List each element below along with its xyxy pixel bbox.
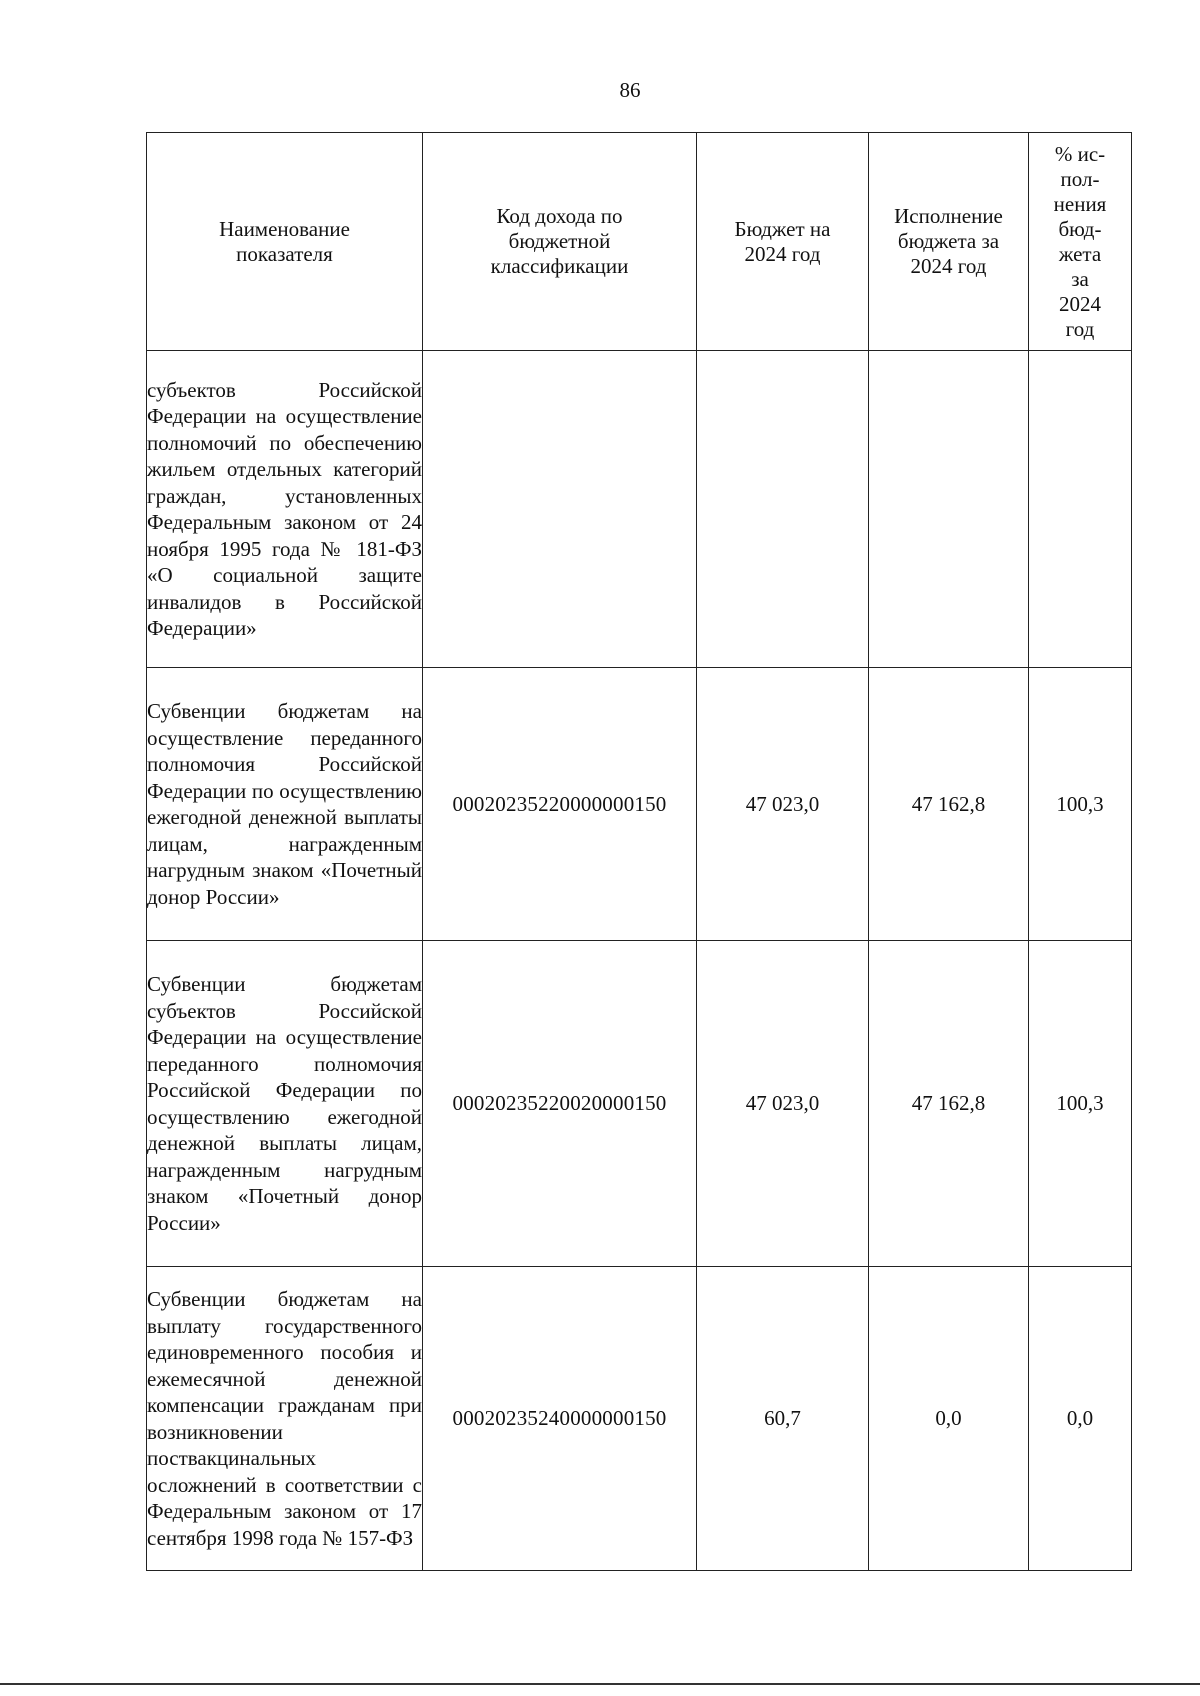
row-code [423, 351, 697, 668]
header-budget: Бюджет на 2024 год [697, 133, 869, 351]
row-code: 00020235220020000150 [423, 941, 697, 1267]
row-percent [1029, 351, 1132, 668]
row-name: Субвенции бюджетам на осуществление переданного полномочия Российской Федерации по осуществлению ежегодной денежной выплаты лицам, награжденным нагрудным знаком «Почетный донор России» [147, 668, 423, 941]
row-execution: 47 162,8 [869, 941, 1029, 1267]
budget-table [146, 132, 1132, 1571]
table-row [147, 941, 1132, 1267]
row-execution: 47 162,8 [869, 668, 1029, 941]
row-name: Субвенции бюджетам субъектов Российской Федерации на осуществление переданного полномочия Российской Федерации по осуществлению ежегодной денежной выплаты лицам, награжденным нагрудным знаком «Почетный донор России» [147, 941, 423, 1267]
header-percent: % ис-пол-нения бюд-жета за 2024 год [1029, 133, 1132, 351]
row-execution [869, 351, 1029, 668]
row-code: 00020235220000000150 [423, 668, 697, 941]
header-name: Наименование показателя [147, 133, 423, 351]
table-row [147, 1267, 1132, 1571]
row-code: 00020235240000000150 [423, 1267, 697, 1571]
row-execution: 0,0 [869, 1267, 1029, 1571]
row-budget: 47 023,0 [697, 668, 869, 941]
row-percent: 100,3 [1029, 668, 1132, 941]
table-row [147, 668, 1132, 941]
table-row [147, 351, 1132, 668]
page-number: 86 [619, 78, 641, 102]
row-budget: 47 023,0 [697, 941, 869, 1267]
bottom-divider [0, 1683, 1200, 1685]
row-budget: 60,7 [697, 1267, 869, 1571]
row-budget [697, 351, 869, 668]
table-header-row [147, 133, 1132, 351]
row-percent: 100,3 [1029, 941, 1132, 1267]
row-name: Субвенции бюджетам на выплату государственного единовременного пособия и ежемесячной денежной компенсации гражданам при возникновении поствакцинальных осложнений в соответствии с Федеральным законом от 17 сентября 1998 года № 157-ФЗ [147, 1267, 423, 1571]
header-code: Код дохода по бюджетной классификации [423, 133, 697, 351]
row-name: субъектов Российской Федерации на осуществление полномочий по обеспечению жильем отдельных категорий граждан, установленных Федеральным законом от 24 ноября 1995 года № 181-ФЗ «О социальной защите инвалидов в Российской Федерации» [147, 351, 423, 668]
header-execution: Исполнение бюджета за 2024 год [869, 133, 1029, 351]
row-percent: 0,0 [1029, 1267, 1132, 1571]
